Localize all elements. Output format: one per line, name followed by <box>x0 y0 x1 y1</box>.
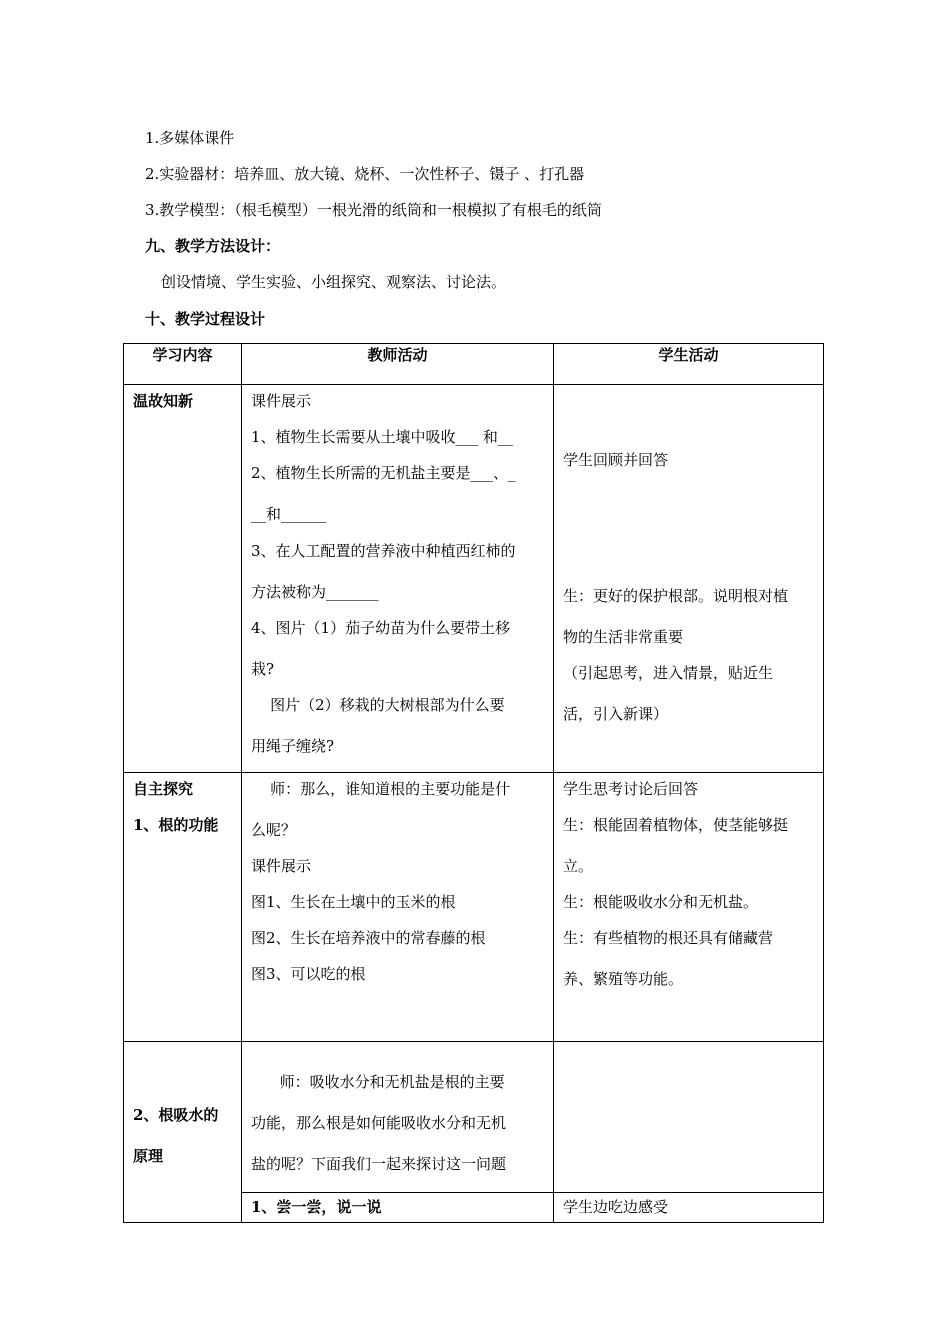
row2-teacher-line: 师：那么，谁知道根的主要功能是什 <box>251 780 511 798</box>
table-row <box>124 773 824 1042</box>
row1-teacher-line: 方法被称为_______ <box>251 583 379 601</box>
row1-teacher-line: 4、图片（1）茄子幼苗为什么要带土移 <box>251 619 511 637</box>
row2-teacher-cell <box>242 773 554 1042</box>
section-9-title: 九、教学方法设计： <box>145 237 281 255</box>
row2-student-line: 养、繁殖等功能。 <box>563 970 684 988</box>
row4-student-line: 学生边吃边感受 <box>563 1198 669 1216</box>
row4-student-cell <box>554 1193 824 1223</box>
row3-teacher-line: 功能，那么根是如何能吸收水分和无机 <box>251 1114 507 1132</box>
row2-content-line: 1、根的功能 <box>133 816 219 834</box>
row1-teacher-line: 1、植物生长需要从土壤中吸收___ 和__ <box>251 428 513 446</box>
equipment-item-1: 1.多媒体课件 <box>145 129 235 147</box>
row1-student-cell <box>554 385 824 773</box>
row1-teacher-line: 课件展示 <box>251 392 312 410</box>
equipment-item-2: 2.实验器材：培养皿、放大镜、烧杯、一次性杯子、镊子 、打孔器 <box>145 165 585 183</box>
row3-teacher-line: 师：吸收水分和无机盐是根的主要 <box>251 1073 505 1091</box>
row1-teacher-cell <box>242 385 554 773</box>
row1-teacher-line: 用绳子缠绕? <box>251 737 335 755</box>
row3-content-line: 原理 <box>133 1147 164 1165</box>
section-10-title: 十、教学过程设计 <box>145 310 266 328</box>
table-header-row <box>124 344 824 385</box>
row1-student-line: 活，引入新课） <box>563 705 669 723</box>
row2-student-line: 生：有些植物的根还具有储藏营 <box>563 929 774 947</box>
equipment-item-3: 3.教学模型：（根毛模型）一根光滑的纸筒和一根模拟了有根毛的纸筒 <box>145 201 602 219</box>
row2-teacher-line: 图3、可以吃的根 <box>251 965 366 983</box>
row4-teacher-cell <box>242 1193 554 1223</box>
row2-content-line: 自主探究 <box>133 780 194 798</box>
table-row <box>124 1042 824 1193</box>
header-content: 学习内容 <box>124 344 242 385</box>
row1-student-line: 学生回顾并回答 <box>563 451 669 469</box>
row2-content-cell <box>124 773 242 1042</box>
row3-teacher-line: 盐的呢？下面我们一起来探讨这一问题 <box>251 1155 507 1173</box>
teaching-process-table <box>123 343 824 1223</box>
header-teacher: 教师活动 <box>242 344 554 385</box>
row2-teacher-line: 图1、生长在土壤中的玉米的根 <box>251 893 456 911</box>
row2-teacher-line: 么呢？ <box>251 821 297 839</box>
row3-content-cell <box>124 1042 242 1223</box>
header-student: 学生活动 <box>554 344 824 385</box>
row1-teacher-line: 2、植物生长所需的无机盐主要是___、_ <box>251 464 516 482</box>
table-row <box>124 385 824 773</box>
row1-content: 温故知新 <box>133 392 194 410</box>
row1-teacher-line: __和______ <box>251 505 327 523</box>
row2-student-line: 生：根能固着植物体，使茎能够挺 <box>563 816 789 834</box>
row1-teacher-line: 3、在人工配置的营养液中种植西红柿的 <box>251 542 516 560</box>
row1-student-line: 生：更好的保护根部。说明根对植 <box>563 587 789 605</box>
section-9-text: 创设情境、学生实验、小组探究、观察法、讨论法。 <box>161 273 507 291</box>
row3-content-line: 2、根吸水的 <box>133 1106 219 1124</box>
row2-teacher-line: 图2、生长在培养液中的常春藤的根 <box>251 929 486 947</box>
row2-student-line: 立。 <box>563 857 594 875</box>
row1-content-cell <box>124 385 242 773</box>
row2-student-line: 学生思考讨论后回答 <box>563 780 699 798</box>
row1-teacher-line: 栽? <box>251 660 275 678</box>
row1-student-line: （引起思考，进入情景，贴近生 <box>563 664 774 682</box>
row3-student-cell <box>554 1042 824 1193</box>
row2-student-line: 生：根能吸收水分和无机盐。 <box>563 893 759 911</box>
row1-student-line: 物的生活非常重要 <box>563 628 684 646</box>
row2-teacher-line: 课件展示 <box>251 857 312 875</box>
row3-teacher-cell <box>242 1042 554 1193</box>
row1-teacher-line: 图片（2）移栽的大树根部为什么要 <box>251 696 505 714</box>
row4-teacher-line: 1、尝一尝，说一说 <box>251 1198 382 1216</box>
row2-student-cell <box>554 773 824 1042</box>
